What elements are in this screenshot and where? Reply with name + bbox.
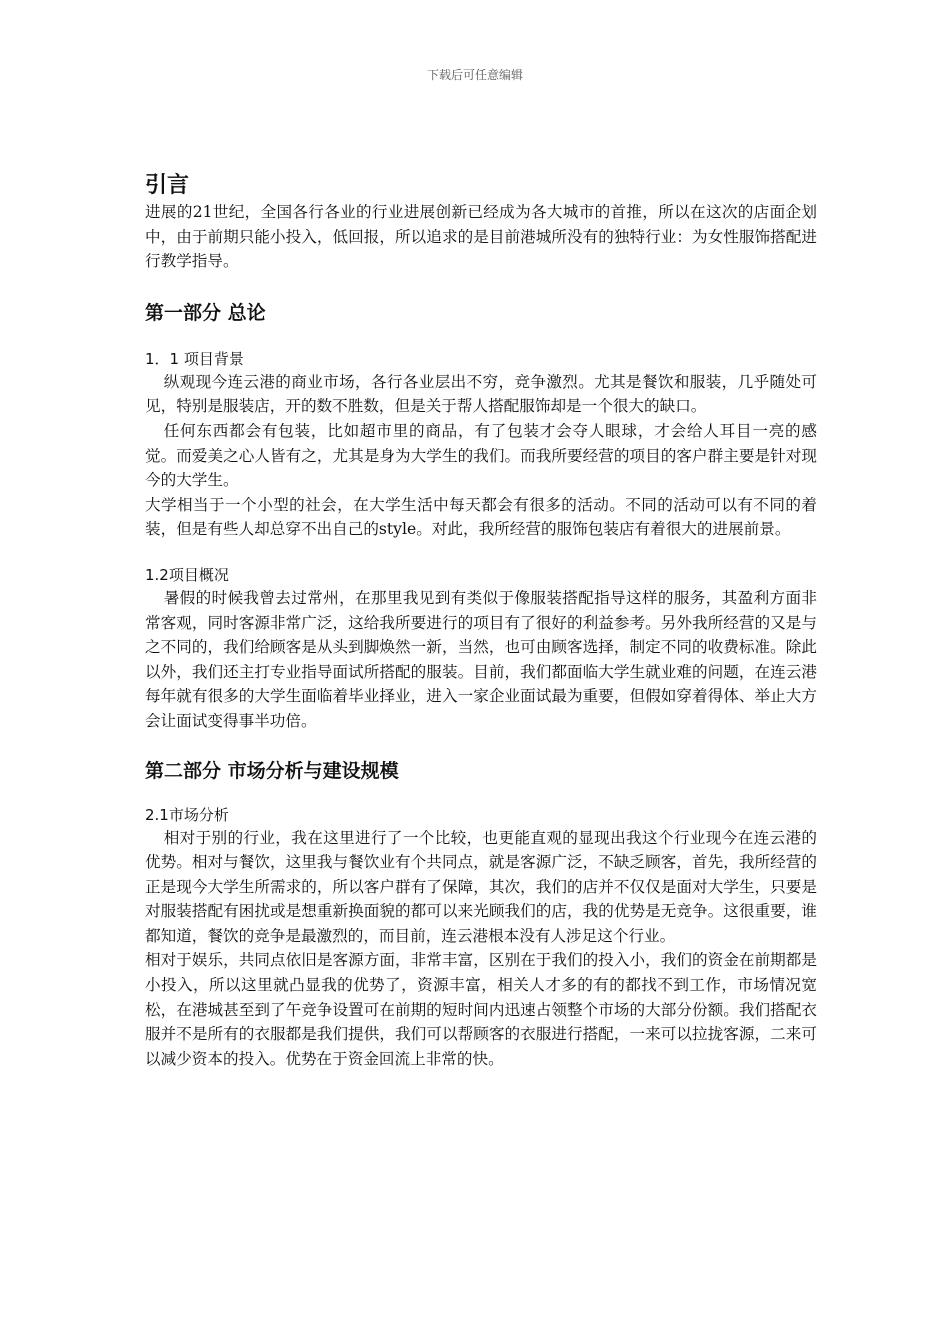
section-1-1-paragraph-1: 纵观现今连云港的商业市场，各行各业层出不穷，竞争激烈。尤其是餐饮和服装，几乎随处可见，特别是服装店，开的数不胜数，但是关于帮人搭配服饰却是一个很大的缺口。 [145,372,817,416]
intro-paragraph: 进展的21世纪，全国各行各业的行业进展创新已经成为各大城市的首推，所以在这次的店面企划中，由于前期只能小投入，低回报，所以追求的是目前港城所没有的独特行业：为女性服饰搭配进行教学指导。 [145,203,817,271]
section-1-1-paragraph-3: 大学相当于一个小型的社会，在大学生活中每天都会有很多的活动。不同的活动可以有不同的着装，但是有些人却总穿不出自己的style。对此，我所经营的服饰包装店有着很大的进展前景。 [145,495,817,539]
intro-title: 引言 [145,173,190,198]
part2-title: 第二部分 市场分析与建设规模 [145,759,399,782]
section-2-1-title: 2.1市场分析 [145,805,229,824]
section-2-1-paragraph-1: 相对于别的行业，我在这里进行了一个比较，也更能直观的显现出我这个行业现今在连云港的优势。相对与餐饮，这里我与餐饮业有个共同点，就是客源广泛，不缺乏顾客，首先，我所经营的正是现今大学生所需求的，所以客户群有了保障，其次，我们的店并不仅仅是面对大学生，只要是对服装搭配有困扰或是想重新换面貌的都可以来光顾我们的店，我的优势是无竞争。这很重要，谁都知道，餐饮的竞争是最激烈的，而目前，连云港根本没有人涉足这个行业。 [145,828,817,945]
part1-title: 第一部分 总论 [145,301,266,324]
section-1-2-title: 1.2项目概况 [145,565,229,584]
section-1-2-paragraph-1: 暑假的时候我曾去过常州，在那里我见到有类似于像服装搭配指导这样的服务，其盈利方面非常客观，同时客源非常广泛，这给我所要进行的项目有了很好的利益参考。另外我所经营的又是与之不同的，我们给顾客是从头到脚焕然一新，当然，也可由顾客选择，制定不同的收费标准。除此以外，我们还主打专业指导面试所搭配的服装。目前，我们都面临大学生就业难的问题，在连云港每年就有很多的大学生面临着毕业择业，进入一家企业面试最为重要，但假如穿着得体、举止大方会让面试变得事半功倍。 [145,588,817,730]
document-body [145,172,817,1071]
section-1-1-paragraph-2: 任何东西都会有包装，比如超市里的商品，有了包装才会夺人眼球，才会给人耳目一亮的感觉。而爱美之心人皆有之，尤其是身为大学生的我们。而我所要经营的项目的客户群主要是针对现今的大学生。 [145,421,817,490]
section-1-1-title: 1．1 项目背景 [145,349,244,368]
page-header-note: 下载后可任意编辑 [426,68,523,82]
section-2-1-paragraph-2: 相对于娱乐，共同点依旧是客源方面，非常丰富，区别在于我们的投入小，我们的资金在前期都是小投入，所以这里就凸显我的优势了，资源丰富，相关人才多的有的都找不到工作，市场情况宽松，在港城甚至到了午竞争设置可在前期的短时间内迅速占领整个市场的大部分份额。我们搭配衣服并不是所有的衣服都是我们提供，我们可以帮顾客的衣服进行搭配，一来可以拉拢客源，二来可以减少资本的投入。优势在于资金回流上非常的快。 [145,951,817,1068]
